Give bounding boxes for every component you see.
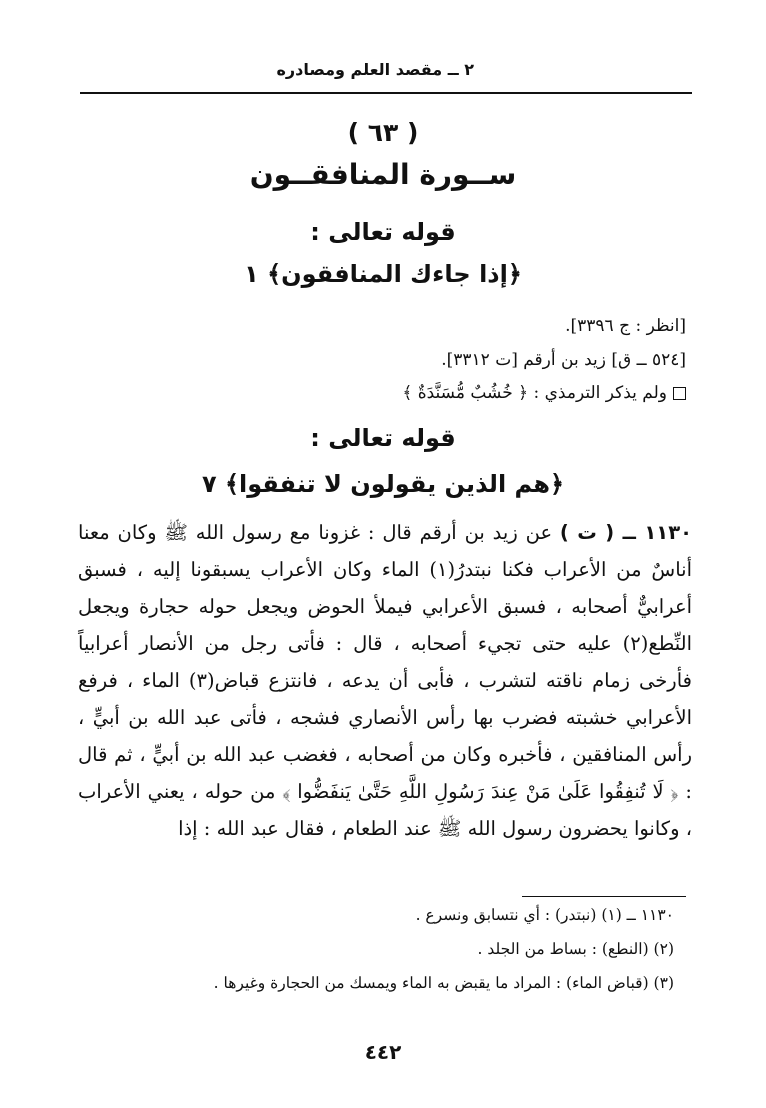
verse-2: ﴿هم الذين يقولون لا تنفقوا﴾ ٧ — [201, 470, 565, 498]
page-number: ٤٤٢ — [364, 1040, 402, 1064]
section-heading-1: قوله تعالى : — [310, 218, 456, 246]
hadith-text — [78, 514, 692, 847]
reference-line-2: [٥٢٤ ــ ق] زيد بن أرقم [ت ٣٣١٢]. — [441, 350, 686, 370]
hadith-body: عن زيد بن أرقم قال : غزونا مع رسول الله ﷺ وكان معنا أناسٌ من الأعراب فكنا نبتدرُ(١) الماء وكان الأعراب يسبقونا إليه ، فسبق أعرابيٌّ أصحابه ، فسبق الأعرابي فيملأ الحوض ويجعل حوله حجارة ويجعل النِّطع(٢) عليه حتى تجيء أصحابه ، قال : فأتى رجل من الأنصار أعرابياً فأرخى زمام ناقته لتشرب ، فأبى أن يدعه ، فانتزع قباض(٣) الماء ، فرفع الأعرابي خشبته فضرب بها رأس الأنصاري فشجه ، فأتى عبد الله بن أبيٍّ ، رأس المنافقين ، فأخبره وكان من أصحابه ، فغضب عبد الله بن أبيٍّ ، ثم قال : ﴿ لَا تُنفِقُوا عَلَىٰ مَنْ عِندَ رَسُولِ اللَّهِ حَتَّىٰ يَنفَضُّوا ﴾ من حوله ، يعني الأعراب ، وكانوا يحضرون رسول الله ﷺ عند الطعام ، فقال عبد الله : إذا — [78, 521, 693, 840]
surah-title: ســورة المنافقــون — [249, 158, 517, 191]
hadith-number: ١١٣٠ ــ ( ت ) — [559, 521, 693, 544]
reference-line-3 — [402, 382, 686, 403]
verse-1: ﴿إذا جاءك المنافقون﴾ ١ — [244, 260, 522, 288]
footnote-1: ١١٣٠ ــ (١) (نبتدر) : أي نتسابق ونسرع . — [415, 906, 674, 924]
footnote-3: (٣) (قباض الماء) : المراد ما يقبض به الماء ويمسك من الحجارة وغيرها . — [213, 974, 674, 992]
reference-text-3: ولم يذكر الترمذي : ﴿ خُشُبٌ مُّسَنَّدَةٌ ﴾ — [402, 383, 667, 403]
footnote-2: (٢) (النطع) : بساط من الجلد . — [477, 940, 674, 958]
reference-line-1: [انظر : ج ٣٣٩٦]. — [565, 316, 686, 336]
header-rule — [80, 92, 692, 94]
footnote-rule — [522, 896, 686, 897]
surah-number: ( ٦٣ ) — [347, 118, 419, 147]
running-header: ٢ ــ مقصد العلم ومصادره — [276, 60, 474, 79]
section-heading-2: قوله تعالى : — [310, 424, 456, 452]
square-bullet-icon — [673, 387, 686, 400]
